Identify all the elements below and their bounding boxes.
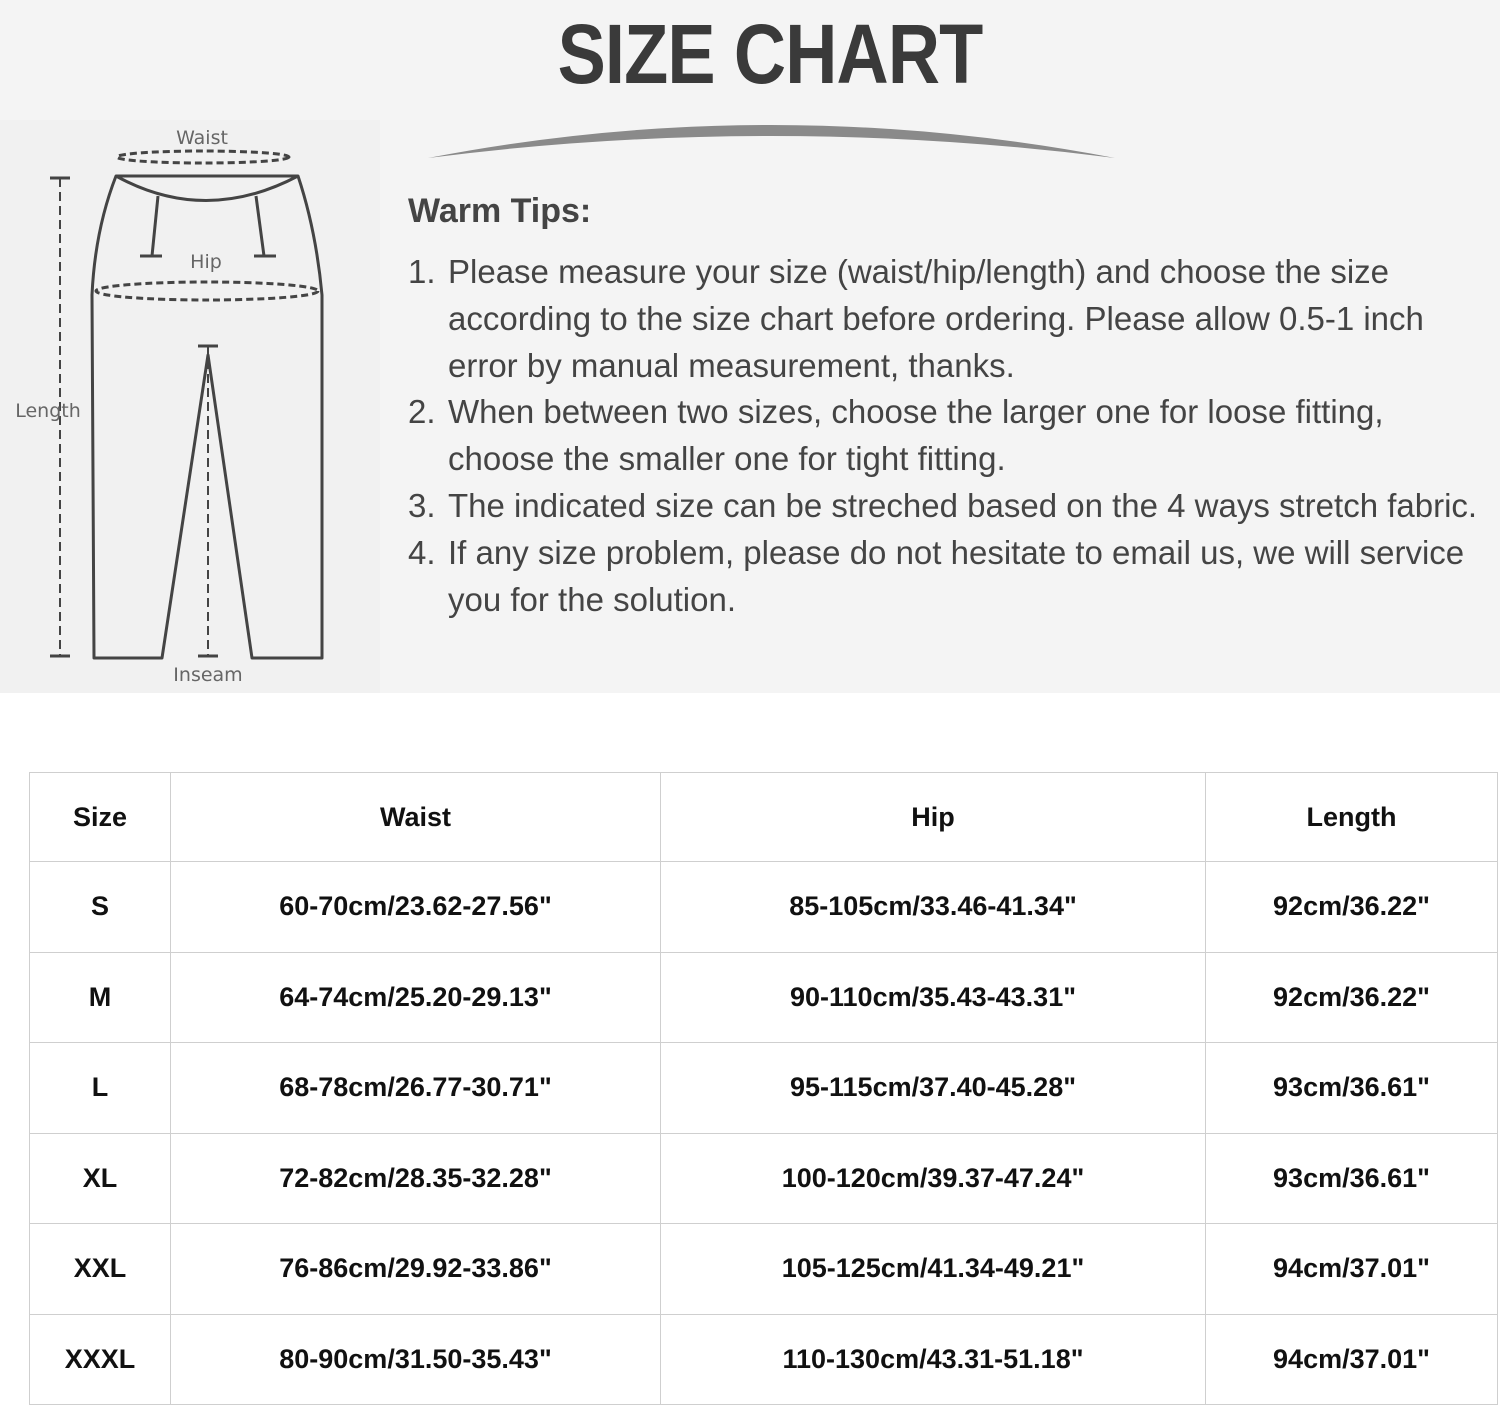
page-title: SIZE CHART	[557, 7, 983, 101]
tip-item	[408, 483, 1493, 530]
table-row	[30, 862, 1498, 953]
tip-text: If any size problem, please do not hesitate to email us, we will service you for the solution.	[448, 533, 1465, 618]
tip-number: 3.	[408, 486, 436, 524]
hip-cell: 110-130cm/43.31-51.18"	[661, 1314, 1206, 1405]
header-waist: Waist	[171, 773, 661, 862]
hip-cell: 100-120cm/39.37-47.24"	[661, 1133, 1206, 1224]
size-cell: S	[30, 862, 171, 953]
length-cell: 93cm/36.61"	[1206, 1133, 1498, 1224]
hip-cell: 85-105cm/33.46-41.34"	[661, 862, 1206, 953]
size-table	[29, 772, 1498, 1405]
right-pocket-line	[254, 196, 276, 256]
tip-item	[408, 530, 1493, 624]
inseam-label: Inseam	[173, 664, 243, 686]
size-cell: M	[30, 952, 171, 1043]
table-row	[30, 1133, 1498, 1224]
length-cell: 92cm/36.22"	[1206, 952, 1498, 1043]
table-row	[30, 1224, 1498, 1315]
hip-cell: 95-115cm/37.40-45.28"	[661, 1043, 1206, 1134]
size-cell: XXL	[30, 1224, 171, 1315]
length-label: Length	[15, 400, 81, 422]
hip-cell: 90-110cm/35.43-43.31"	[661, 952, 1206, 1043]
tip-text: The indicated size can be streched based on the 4 ways stretch fabric.	[448, 486, 1478, 524]
tip-number: 2.	[408, 393, 436, 431]
table-row	[30, 1314, 1498, 1405]
length-cell: 93cm/36.61"	[1206, 1043, 1498, 1134]
warm-tips-heading: Warm Tips:	[408, 192, 592, 230]
left-pocket-line	[140, 196, 162, 256]
table-row	[30, 952, 1498, 1043]
tip-item	[408, 249, 1493, 389]
length-cell: 94cm/37.01"	[1206, 1224, 1498, 1315]
hip-measure-ellipse	[96, 282, 318, 300]
warm-tips-list	[408, 249, 1493, 623]
tip-text: When between two sizes, choose the larger one for loose fitting, choose the smaller one for tight fitting.	[448, 393, 1384, 478]
waist-cell: 64-74cm/25.20-29.13"	[171, 952, 661, 1043]
length-cell: 92cm/36.22"	[1206, 862, 1498, 953]
size-cell: L	[30, 1043, 171, 1134]
tip-number: 1.	[408, 253, 436, 290]
waistband-curve	[116, 176, 298, 201]
waist-cell: 80-90cm/31.50-35.43"	[171, 1314, 661, 1405]
waist-cell: 60-70cm/23.62-27.56"	[171, 862, 661, 953]
header-length: Length	[1206, 773, 1498, 862]
waist-cell: 72-82cm/28.35-32.28"	[171, 1133, 661, 1224]
tip-text: Please measure your size (waist/hip/length) and choose the size according to the size chart before ordering. Please allow 0.5-1 inch error by manual measurement, thanks.	[448, 253, 1424, 384]
pants-measurement-diagram	[0, 120, 380, 693]
size-cell: XL	[30, 1133, 171, 1224]
size-cell: XXXL	[30, 1314, 171, 1405]
hip-cell: 105-125cm/41.34-49.21"	[661, 1224, 1206, 1315]
header-size: Size	[30, 773, 171, 862]
waist-cell: 68-78cm/26.77-30.71"	[171, 1043, 661, 1134]
length-cell: 94cm/37.01"	[1206, 1314, 1498, 1405]
waist-label: Waist	[176, 127, 228, 149]
waist-cell: 76-86cm/29.92-33.86"	[171, 1224, 661, 1315]
tip-item	[408, 389, 1493, 483]
tip-number: 4.	[408, 533, 436, 571]
title-underline-arc	[420, 110, 1120, 170]
table-header-row	[30, 773, 1498, 862]
header-hip: Hip	[661, 773, 1206, 862]
hip-label: Hip	[190, 251, 222, 273]
table-row	[30, 1043, 1498, 1134]
waist-measure-ellipse	[117, 151, 289, 163]
